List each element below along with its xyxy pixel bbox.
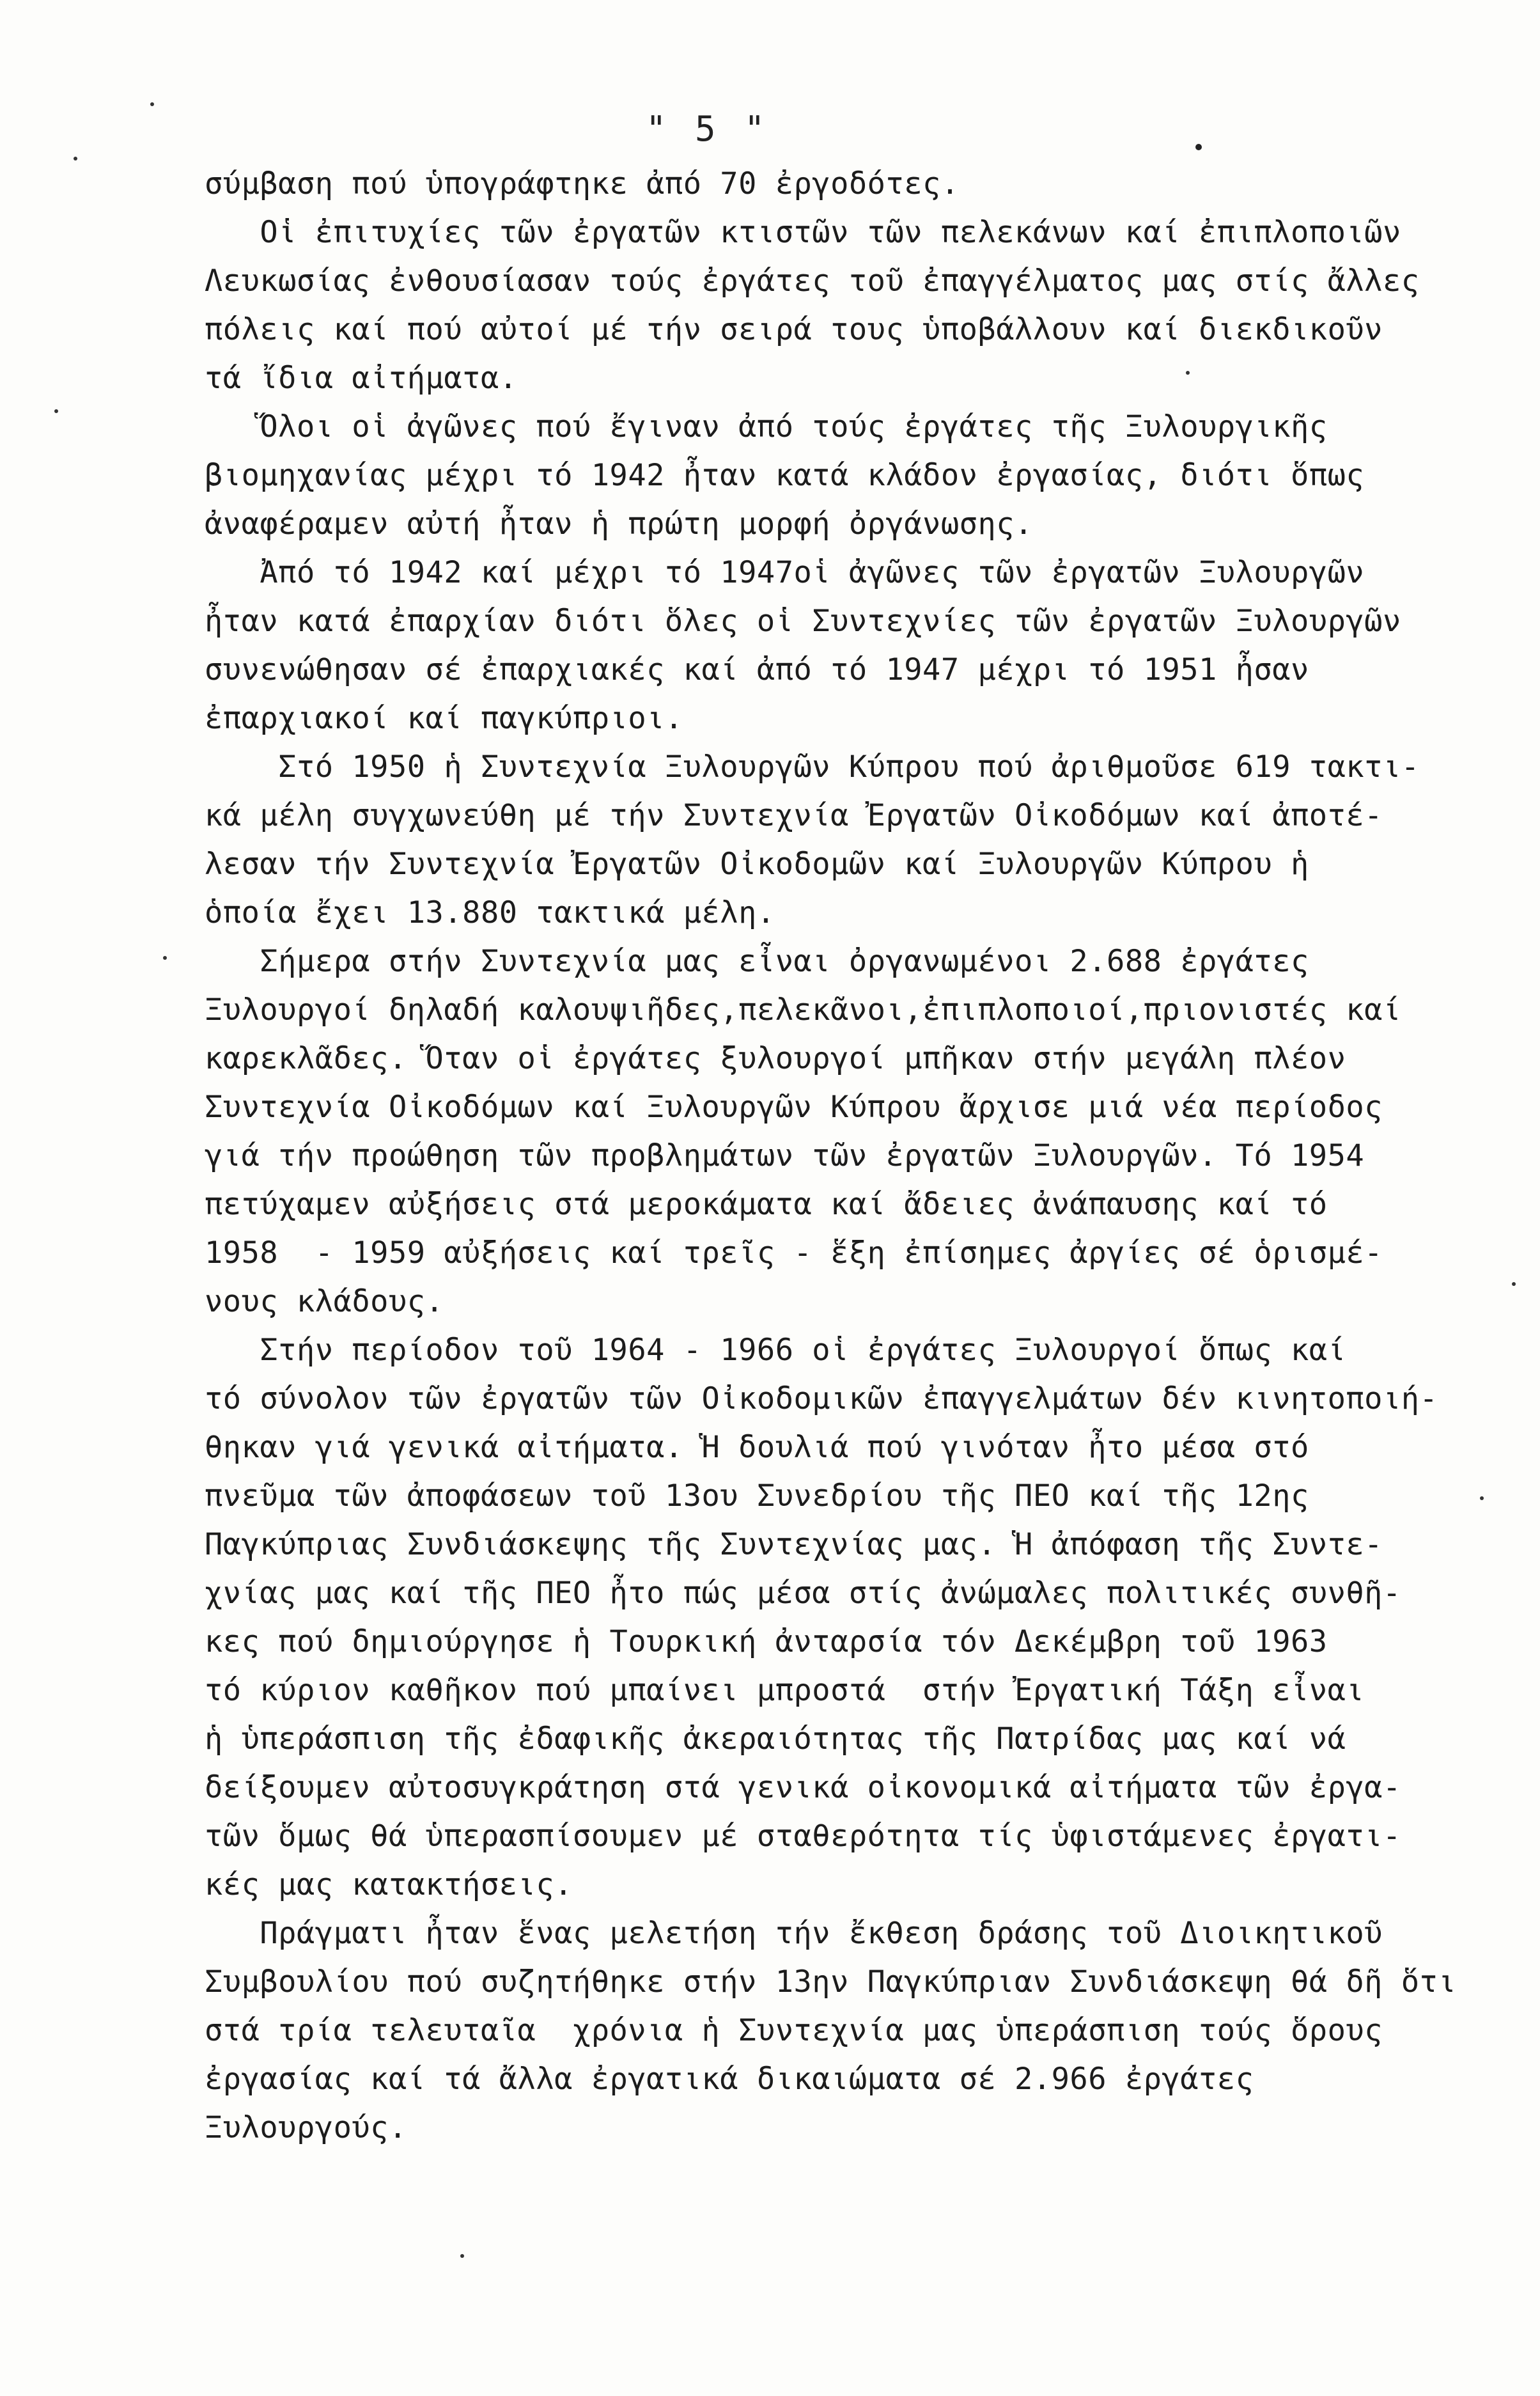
text-line: Στό 1950 ἡ Συντεχνία Ξυλουργῶν Κύπρου πού ἀριθμοῦσε 619 τακτι- [205, 749, 1420, 785]
scan-speck [1480, 1496, 1484, 1500]
text-line: νους κλάδους. [205, 1284, 444, 1319]
text-line: κές μας κατακτήσεις. [205, 1867, 573, 1902]
text-line: ἐπαρχιακοί καί παγκύπριοι. [205, 701, 683, 736]
text-line: ἦταν κατά ἐπαρχίαν διότι ὅλες οἱ Συντεχνίες τῶν ἐργατῶν Ξυλουργῶν [205, 604, 1401, 639]
text-line: Πράγματι ἦταν ἕνας μελετήση τήν ἔκθεση δράσης τοῦ Διοικητικοῦ [205, 1916, 1383, 1951]
text-line: πόλεις καί πού αὐτοί μέ τήν σειρά τους ὑποβάλλουν καί διεκδικοῦν [205, 312, 1383, 347]
text-line: ὁποία ἔχει 13.880 τακτικά μέλη. [205, 895, 775, 930]
page-number: " 5 " [646, 109, 769, 149]
text-line: Ξυλουργοί δηλαδή καλουψιῆδες,πελεκᾶνοι,ἐπιπλοποιοί,πριονιστές καί [205, 992, 1401, 1028]
text-line: γιά τήν προώθηση τῶν προβλημάτων τῶν ἐργατῶν Ξυλουργῶν. Τό 1954 [205, 1138, 1365, 1173]
text-line: δείξουμεν αὐτοσυγκράτηση στά γενικά οἰκονομικά αἰτήματα τῶν ἐργα- [205, 1770, 1401, 1805]
text-line: τό σύνολον τῶν ἐργατῶν τῶν Οἰκοδομικῶν ἐπαγγελμάτων δέν κινητοποιή- [205, 1381, 1438, 1416]
text-line: συνενώθησαν σέ ἐπαρχιακές καί ἀπό τό 1947 μέχρι τό 1951 ἦσαν [205, 652, 1309, 687]
text-line: Ξυλουργούς. [205, 2110, 407, 2145]
text-line: Λευκωσίας ἐνθουσίασαν τούς ἐργάτες τοῦ ἐπαγγέλματος μας στίς ἄλλες [205, 263, 1420, 299]
text-line: κες πού δημιούργησε ἡ Τουρκική ἀνταρσία τόν Δεκέμβρη τοῦ 1963 [205, 1624, 1328, 1659]
text-line: Ἀπό τό 1942 καί μέχρι τό 1947οἱ ἀγῶνες τῶν ἐργατῶν Ξυλουργῶν [205, 555, 1365, 590]
text-line: βιομηχανίας μέχρι τό 1942 ἦταν κατά κλάδον ἐργασίας, διότι ὅπως [205, 458, 1365, 493]
text-line: χνίας μας καί τῆς ΠΕΟ ἦτο πώς μέσα στίς ἀνώμαλες πολιτικές συνθῆ- [205, 1576, 1401, 1611]
text-line: Συμβουλίου πού συζητήθηκε στήν 13ην Παγκύπριαν Συνδιάσκεψη θά δῆ ὅτι [205, 1964, 1457, 2000]
scan-speck [54, 409, 58, 413]
text-line: Σήμερα στήν Συντεχνία μας εἶναι ὀργανωμένοι 2.688 ἐργάτες [205, 944, 1309, 979]
text-line: Ὅλοι οἱ ἀγῶνες πού ἔγιναν ἀπό τούς ἐργάτες τῆς Ξυλουργικῆς [205, 409, 1328, 444]
text-line: Στήν περίοδον τοῦ 1964 - 1966 οἱ ἐργάτες Ξυλουργοί ὅπως καί [205, 1333, 1346, 1368]
text-line: σύμβαση πού ὑπογράφτηκε ἀπό 70 ἐργοδότες. [205, 166, 960, 201]
text-line: τό κύριον καθῆκον πού μπαίνει μπροστά στήν Ἐργατική Τάξη εἶναι [205, 1673, 1365, 1708]
text-line: τῶν ὅμως θά ὑπερασπίσουμεν μέ σταθερότητα τίς ὑφιστάμενες ἐργατι- [205, 1819, 1401, 1854]
scan-speck [150, 102, 154, 106]
text-line: ἐργασίας καί τά ἄλλα ἐργατικά δικαιώματα σέ 2.966 ἐργάτες [205, 2062, 1254, 2097]
text-line: τά ἴδια αἰτήματα. [205, 361, 518, 396]
text-line: πνεῦμα τῶν ἀποφάσεων τοῦ 13ου Συνεδρίου τῆς ΠΕΟ καί τῆς 12ης [205, 1478, 1309, 1514]
text-line: Παγκύπριας Συνδιάσκεψης τῆς Συντεχνίας μας. Ἡ ἀπόφαση τῆς Συντε- [205, 1527, 1383, 1562]
text-line: Συντεχνία Οἰκοδόμων καί Ξυλουργῶν Κύπρου ἄρχισε μιά νέα περίοδος [205, 1090, 1383, 1125]
scan-speck [1512, 1282, 1516, 1286]
text-line: ἀναφέραμεν αὐτή ἦταν ἡ πρώτη μορφή ὀργάνωσης. [205, 506, 1033, 542]
text-line: ἡ ὑπεράσπιση τῆς ἐδαφικῆς ἀκεραιότητας τῆς Πατρίδας μας καί νά [205, 1721, 1346, 1757]
text-line: στά τρία τελευταῖα χρόνια ἡ Συντεχνία μας ὑπεράσπιση τούς ὅρους [205, 2013, 1383, 2048]
body-text [205, 160, 1521, 2152]
text-line: λεσαν τήν Συντεχνία Ἐργατῶν Οἰκοδομῶν καί Ξυλουργῶν Κύπρου ἡ [205, 847, 1309, 882]
scan-speck [163, 956, 167, 960]
text-line: 1958 - 1959 αὐξήσεις καί τρεῖς - ἕξη ἐπίσημες ἀργίες σέ ὁρισμέ- [205, 1235, 1383, 1271]
text-line: θηκαν γιά γενικά αἰτήματα. Ἡ δουλιά πού γινόταν ἦτο μέσα στό [205, 1430, 1309, 1465]
scan-speck [1195, 144, 1202, 150]
text-line: κά μέλη συγχωνεύθη μέ τήν Συντεχνία Ἐργατῶν Οἰκοδόμων καί ἀποτέ- [205, 798, 1383, 833]
text-line: πετύχαμεν αὐξήσεις στά μεροκάματα καί ἄδειες ἀνάπαυσης καί τό [205, 1187, 1328, 1222]
text-line: καρεκλᾶδες. Ὅταν οἱ ἐργάτες ξυλουργοί μπῆκαν στήν μεγάλη πλέον [205, 1041, 1346, 1076]
text-line: Οἱ ἐπιτυχίες τῶν ἐργατῶν κτιστῶν τῶν πελεκάνων καί ἐπιπλοποιῶν [205, 215, 1401, 250]
scan-speck [74, 157, 77, 161]
scan-speck [460, 2254, 464, 2258]
scan-speck [1186, 371, 1190, 375]
